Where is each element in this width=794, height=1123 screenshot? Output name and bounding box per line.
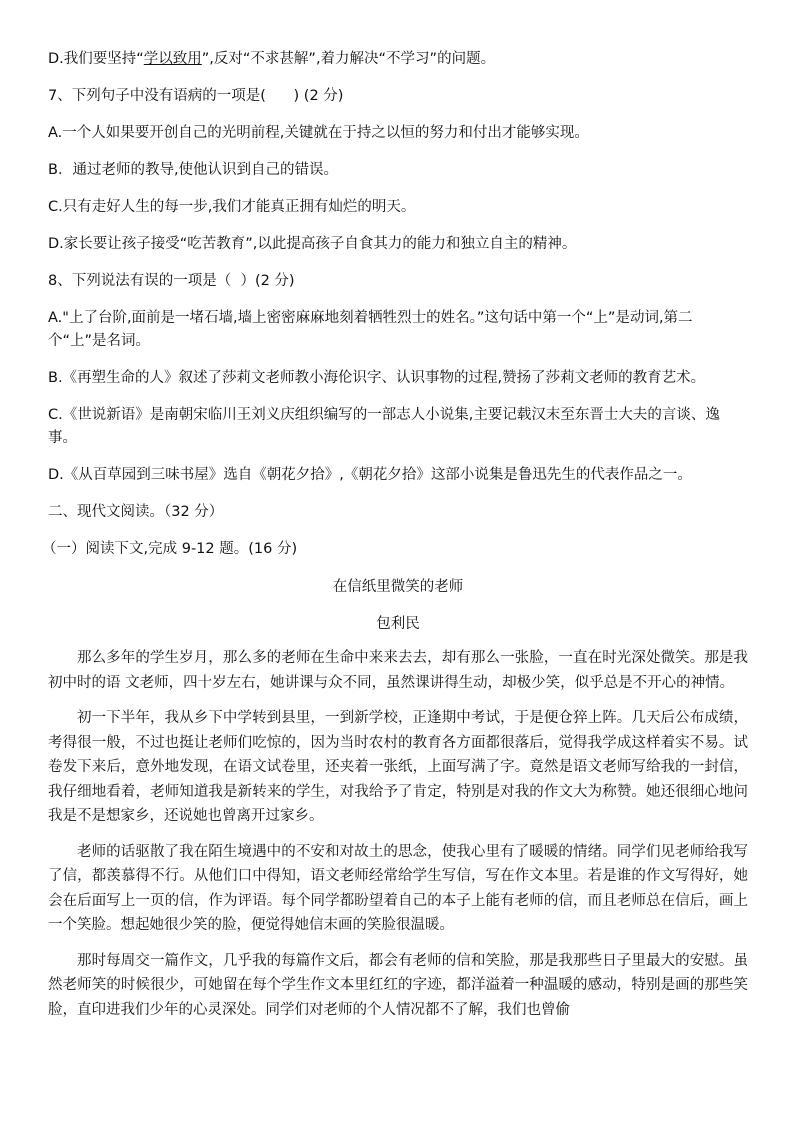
q8-stem: 8、下列说法有误的一项是（ ）(2 分) [48,273,295,289]
article-paragraph: 老师的话驱散了我在陌生境遇中的不安和对故土的思念，使我心里有了暖暖的情绪。同学们见老师给我写了信，都羡慕得不行。从他们口中得知，语文老师经常给学生写信，写在作文本里。若是谁的作文写得好，她会在后面写上一页的信，作为评语。每个同学都盼望着自己的本子上能有老师的信，而且老师总在信后，画上一个笑脸。想起她很少笑的脸，便觉得她信末画的笑脸很温暖。 [48,843,748,933]
q6-option-d-prefix: D.我们要坚持 [48,51,137,67]
article-author: 包利民 [376,616,420,632]
article-title: 在信纸里微笑的老师 [332,579,464,595]
q7-option-d: D.家长要让孩子接受“吃苦教育”,以此提高孩子自食其力的能力和独立自主的精神。 [48,236,577,252]
q8-option-c: C.《世说新语》是南朝宋临川王刘义庆组织编写的一部志人小说集,主要记载汉末至东晋士大夫的言谈、逸事。 [48,407,720,446]
q8-option-a: A."上了台阶,面前是一堵石墙,墙上密密麻麻地刻着牺牲烈士的姓名。”这句话中第一个“上”是动词,第二个“上”是名词。 [48,310,693,349]
section-heading: 二、现代文阅读。（32 分） [48,504,224,520]
q6-option-d [48,48,748,71]
q6-option-d-quote: “ [136,51,144,67]
q8-option-b: B.《再塑生命的人》叙述了莎莉文老师教小海伦识字、认识事物的过程,赞扬了莎莉文老师的教育艺术。 [48,370,706,386]
q8-option-d: D.《从百草园到三味书屋》选自《朝花夕拾》,《朝花夕拾》这部小说集是鲁迅先生的代表作品之一。 [48,467,692,483]
reading-subheading: （一）阅读下文,完成 9-12 题。(16 分) [42,541,298,557]
q7-option-c: C.只有走好人生的每一步,我们才能真正拥有灿烂的明天。 [48,199,416,215]
article-paragraph: 初一下半年，我从乡下中学转到县里，一到新学校，正逢期中考试，于是便仓猝上阵。几天后公布成绩，考得很一般，不过也挺让老师们吃惊的，因为当时农村的教育各方面都很落后，觉得我学成这样着实不易。试卷发下来后，意外地发现，在语文试卷里，还夹着一张纸，上面写满了字。竟然是语文老师写给我的一封信，我仔细地看着，老师知道我是新转来的学生，对我给予了肯定，特别是对我的作文大为称赞。她还很细心地问我是不是想家乡，还说她也曾离开过家乡。 [48,710,748,824]
article-paragraph: 那么多年的学生岁月，那么多的老师在生命中来来去去，却有那么一张脸，一直在时光深处微笑。那是我初中时的语 文老师，四十岁左右，她讲课与众不同，虽然课讲得生动，却极少笑，似乎总是不开心的神情。 [48,650,748,691]
q7-option-a: A.一个人如果要开创自己的光明前程,关键就在于持之以恒的努力和付出才能够实现。 [48,125,589,141]
q6-option-d-underlined-term: 学以致用 [143,51,202,67]
exam-page [42,48,748,1022]
q7-option-b: B．通过老师的教导,使他认识到自己的错误。 [48,162,339,178]
q6-option-d-rest: ”,反对“不求甚解”,着力解决“不学习”的问题。 [201,51,496,67]
q7-stem: 7、下列句子中没有语病的一项是( ) (2 分) [48,88,344,104]
article-paragraph: 那时每周交一篇作文，几乎我的每篇作文后，都会有老师的信和笑脸，那是我那些日子里最大的安慰。虽然老师笑的时候很少，可她留在每个学生作文本里红红的字迹，都洋溢着一种温暖的感动，特别是画的那些笑脸，直印进我们少年的心灵深处。同学们对老师的个人情况都不了解，我们也曾偷 [48,952,748,1018]
article-body [48,646,748,1022]
